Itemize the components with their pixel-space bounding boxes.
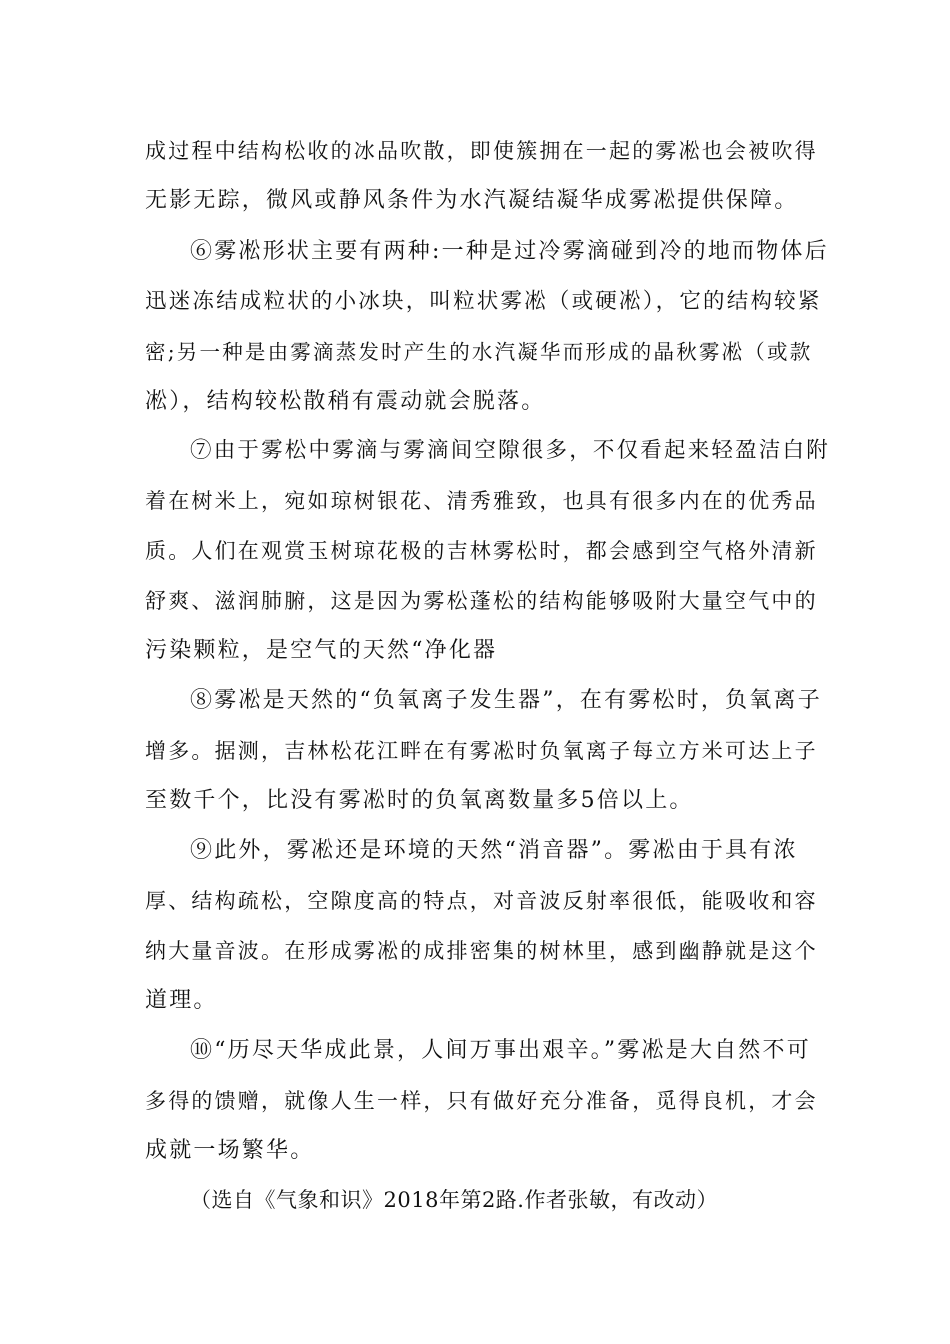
paragraph-6-line-2: 迅迷冻结成粒状的小冰块，叫粒状雾凇（或硬凇），它的结构较紧 xyxy=(145,289,822,314)
paragraph-7-line-2: 着在树米上，宛如琼树银花、清秀雅致，也具有很多内在的优秀品 xyxy=(145,489,818,513)
paragraph-8-line-1: ⑧雾凇是天然的“负氧离子发生器”，在有雾松时，负氧离子 xyxy=(190,688,822,713)
paragraph-7-line-5: 污染颗粒，是空气的天然“净化器 xyxy=(145,638,498,663)
paragraph-9-line-3: 纳大量音波。在形成雾凇的成排密集的树林里，感到幽静就是这个 xyxy=(145,939,818,963)
paragraph-6-line-4: 凇），结构较松散稍有震动就会脱落。 xyxy=(145,389,546,414)
paragraph-7-line-3: 质。人们在观赏玉树琼花极的吉林雾松时，都会感到空气格外清新 xyxy=(145,539,818,563)
paragraph-9-line-4: 道理。 xyxy=(145,988,218,1013)
paragraph-9-line-1: ⑨此外，雾凇还是环境的天然“消音器”。雾凇由于具有浓 xyxy=(190,838,798,863)
paragraph-7-line-4: 舒爽、滋润肺腑，这是因为雾松蓬松的结构能够吸附大量空气中的 xyxy=(145,589,818,613)
paragraph-6-line-3: 密;另一种是由雾滴蒸发时产生的水汽凝华而形成的晶秋雾凇（或款 xyxy=(145,340,813,364)
paragraph-9-line-2: 厚、结构疏松，空隙度高的特点，对音波反射率很低，能吸收和容 xyxy=(145,889,818,913)
paragraph-10-line-1: ⑩“历尽天华成此景，人间万事出艰辛。”雾凇是大自然不可 xyxy=(190,1038,811,1063)
paragraph-10-line-2: 多得的馈赠，就像人生一样，只有做好充分准备，觅得良机，才会 xyxy=(145,1089,818,1113)
paragraph-6-line-1: ⑥雾凇形状主要有两种:一种是过冷雾滴碰到冷的地而物体后 xyxy=(190,239,829,264)
paragraph-8-line-2: 增多。据测，吉林松花江畔在有雾凇时负氧离子每立方米可达上子 xyxy=(145,739,818,763)
paragraph-5-line-1: 成过程中结构松收的冰品吹散，即使簇拥在一起的雾凇也会被吹得 xyxy=(145,139,818,163)
paragraph-8-line-3: 至数千个，比没有雾凇时的负氧离数量多5倍以上。 xyxy=(145,788,694,813)
source-citation: （选自《气象和识》2018年第2路.作者张敏，有改动） xyxy=(190,1188,718,1212)
paragraph-10-line-3: 成就一场繁华。 xyxy=(145,1138,315,1163)
paragraph-5-line-2: 无影无踪，微风或静风条件为水汽凝结凝华成雾凇提供保障。 xyxy=(145,188,799,213)
paragraph-7-line-1: ⑦由于雾松中雾滴与雾滴间空隙很多，不仅看起来轻盈洁白附 xyxy=(190,438,830,463)
